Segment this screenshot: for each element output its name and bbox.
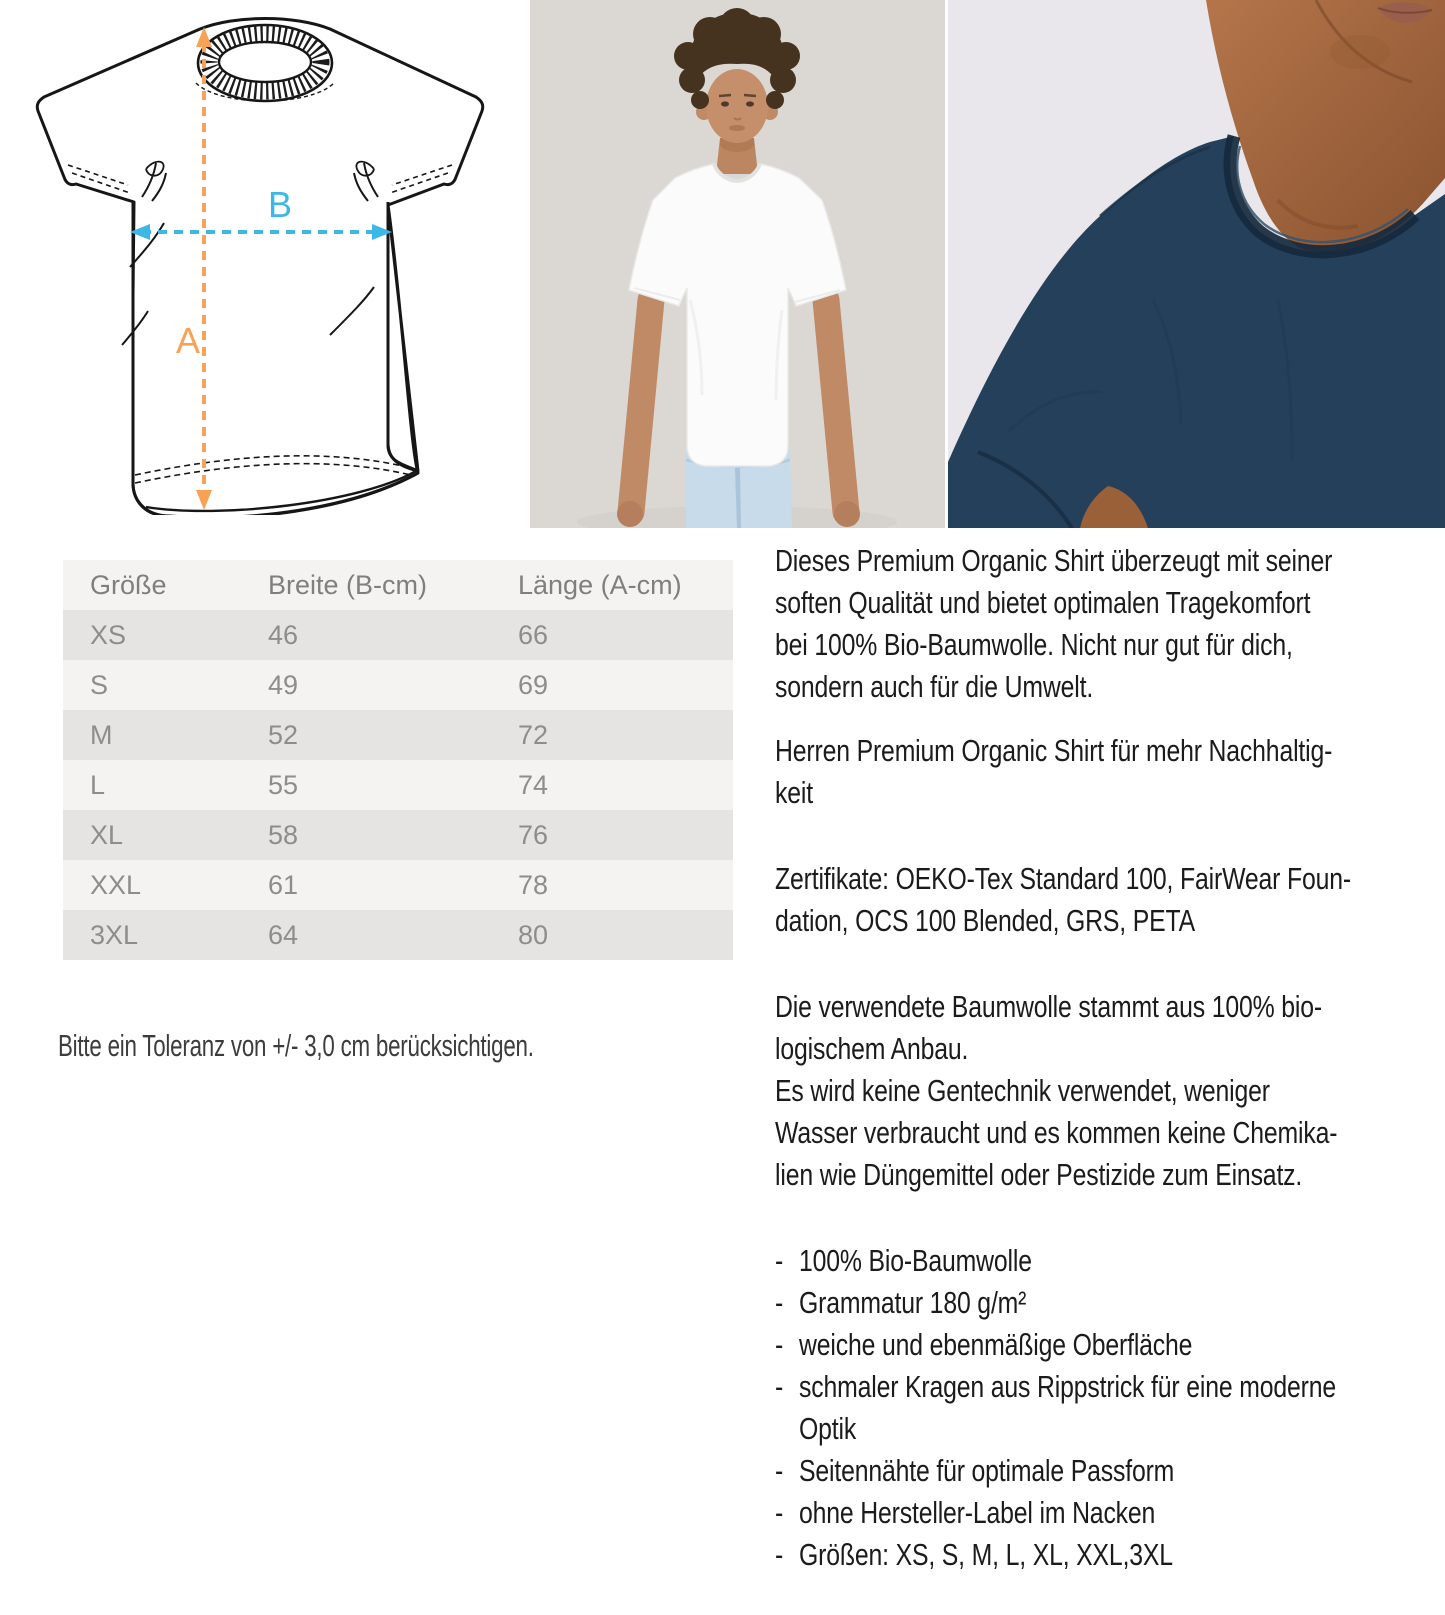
feature-item: - weiche und ebenmäßige Oberfläche: [775, 1327, 1193, 1362]
table-row: XS 46 66: [63, 610, 733, 660]
diagram-label-b: B: [268, 184, 293, 225]
feature-item: - ohne Hersteller-Label im Nacken: [775, 1495, 1156, 1530]
tolerance-note: Bitte ein Toleranz von +/- 3,0 cm berücksichtigen.: [58, 1028, 534, 1063]
column-header-length: Länge (A-cm): [518, 569, 682, 600]
size-table-header: [63, 560, 733, 610]
closeup-photo: [948, 0, 1445, 528]
table-row: XXL 61 78: [63, 860, 733, 910]
feature-item: - schmaler Kragen aus Rippstrick für eine moderne Optik: [775, 1369, 1336, 1446]
table-row: M 52 72: [63, 710, 733, 760]
product-description: [775, 540, 1383, 1576]
column-header-size: Größe: [90, 569, 167, 600]
feature-item: - Grammatur 180 g/m²: [775, 1285, 1027, 1320]
feature-item: - 100% Bio-Baumwolle: [775, 1243, 1032, 1278]
description-paragraph: Die verwendete Baumwolle stammt aus 100% bio- logischem Anbau. Es wird keine Gentechnik verwendet, weniger Wasser verbraucht und es kommen keine Chemika- lien wie Düngemittel oder Pestizide zum Einsatz.: [775, 989, 1338, 1192]
feature-list: [775, 1240, 1383, 1576]
model-illustration: [530, 0, 945, 528]
table-row: S 49 69: [63, 660, 733, 710]
closeup-illustration: [948, 0, 1445, 528]
description-paragraph: Herren Premium Organic Shirt für mehr Nachhaltig- keit: [775, 733, 1333, 810]
model-photo: [530, 0, 945, 528]
tshirt-measurement-diagram: [30, 5, 490, 515]
diagram-label-a: A: [176, 320, 201, 361]
column-header-width: Breite (B-cm): [268, 569, 428, 600]
description-paragraph: Zertifikate: OEKO-Tex Standard 100, FairWear Foun- dation, OCS 100 Blended, GRS, PETA: [775, 861, 1351, 938]
size-table: [63, 560, 733, 960]
feature-item: - Seitennähte für optimale Passform: [775, 1453, 1175, 1488]
tshirt-line-drawing: [30, 5, 490, 515]
table-row: L 55 74: [63, 760, 733, 810]
table-row: 3XL 64 80: [63, 910, 733, 960]
table-row: XL 58 76: [63, 810, 733, 860]
description-paragraph: Dieses Premium Organic Shirt überzeugt mit seiner soften Qualität und bietet optimalen Tragekomfort bei 100% Bio-Baumwolle. Nicht nur gut für dich, sondern auch für die Umwelt.: [775, 543, 1333, 704]
feature-item: - Größen: XS, S, M, L, XL, XXL,3XL: [775, 1537, 1173, 1572]
